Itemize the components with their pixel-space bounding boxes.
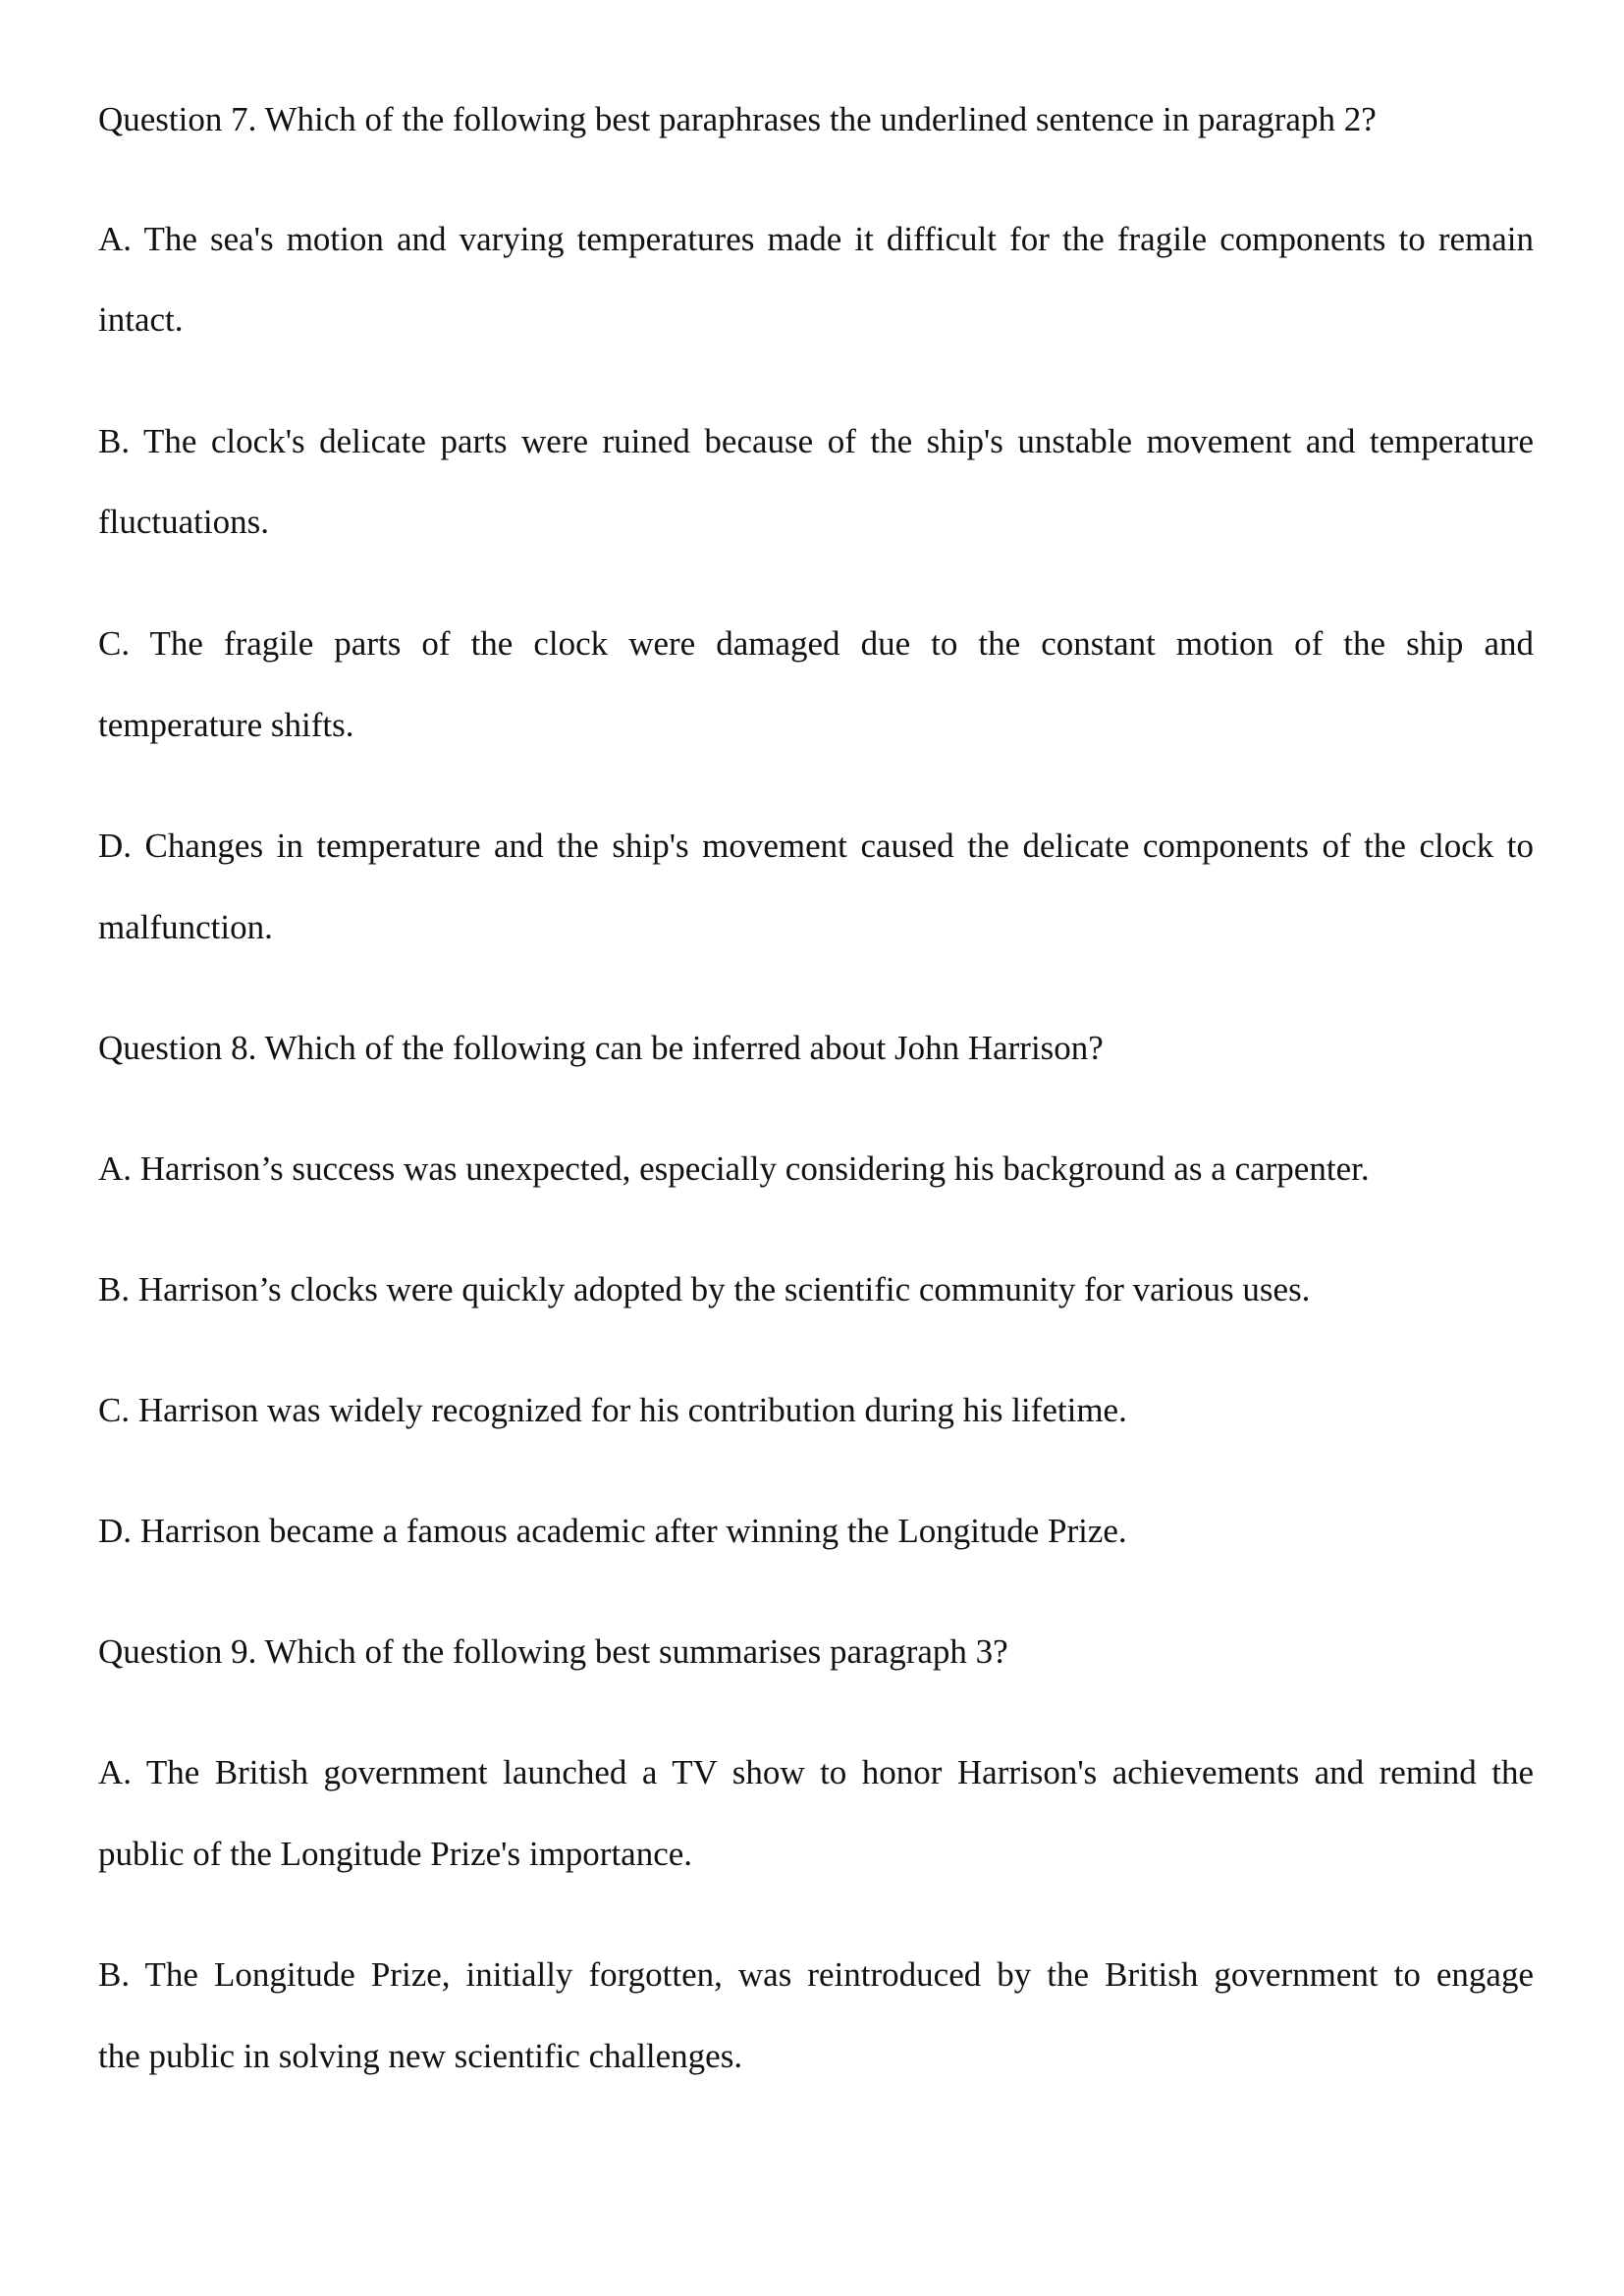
q7-option-a-line2: intact. (98, 300, 184, 339)
q7-option-d-line2: malfunction. (98, 908, 273, 946)
question-number: Question 7. (98, 100, 257, 138)
question-prompt: Which of the following best paraphrases the underlined sentence in paragraph 2? (264, 100, 1377, 138)
q7-option-b-line2: fluctuations. (98, 503, 269, 541)
q9-option-a-line1: A. The British government launched a TV show to honor Harrison's achievements and remind the (98, 1753, 1534, 1791)
q9-option-b-line1: B. The Longitude Prize, initially forgotten, was reintroduced by the British government to engage (98, 1955, 1534, 1994)
q8-option-d: D. Harrison became a famous academic after winning the Longitude Prize. (98, 1512, 1127, 1550)
q9-option-a-line2: public of the Longitude Prize's importance. (98, 1835, 693, 1873)
q7-option-b-line1: B. The clock's delicate parts were ruined because of the ship's unstable movement and temperature (98, 422, 1534, 460)
question-9-heading (98, 1631, 1534, 1673)
q8-option-a: A. Harrison’s success was unexpected, especially considering his background as a carpenter. (98, 1149, 1370, 1188)
question-prompt: Which of the following can be inferred about John Harrison? (264, 1029, 1104, 1067)
q8-option-b: B. Harrison’s clocks were quickly adopted by the scientific community for various uses. (98, 1270, 1311, 1308)
question-7-heading (98, 99, 1534, 140)
q9-option-b-line2: the public in solving new scientific challenges. (98, 2037, 743, 2075)
q8-option-c: C. Harrison was widely recognized for his contribution during his lifetime. (98, 1391, 1127, 1429)
question-8-heading (98, 1028, 1534, 1069)
q7-option-c-line2: temperature shifts. (98, 706, 354, 744)
q7-option-d-line1: D. Changes in temperature and the ship's movement caused the delicate components of the clock to (98, 827, 1534, 865)
q7-option-a-line1: A. The sea's motion and varying temperatures made it difficult for the fragile components to remain (98, 220, 1534, 258)
question-number: Question 8. (98, 1029, 257, 1067)
q7-option-c-line1: C. The fragile parts of the clock were damaged due to the constant motion of the ship and (98, 624, 1534, 663)
question-number: Question 9. (98, 1632, 257, 1671)
question-prompt: Which of the following best summarises paragraph 3? (264, 1632, 1008, 1671)
